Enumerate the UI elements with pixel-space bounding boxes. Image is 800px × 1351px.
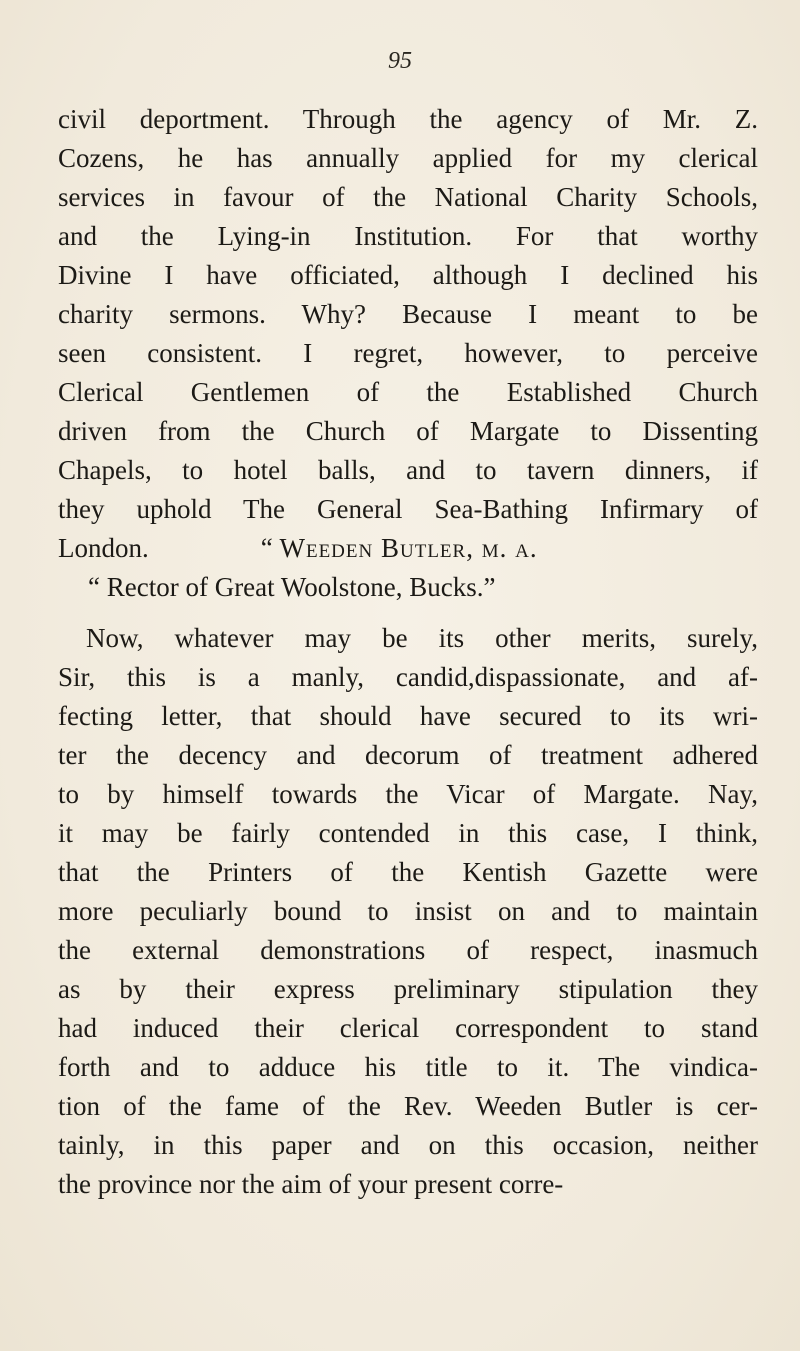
text-line: fecting letter, that should have secured to its wri- (58, 701, 758, 731)
text-line: more peculiarly bound to insist on and to maintain (58, 896, 758, 926)
text-line: civil deportment. Through the agency of Mr. Z. (58, 104, 758, 134)
text-line: ter the decency and decorum of treatment adhered (58, 740, 758, 770)
text-line: driven from the Church of Margate to Dissenting (58, 416, 758, 446)
signature-line (58, 529, 758, 568)
paragraph-2 (58, 619, 758, 1204)
text-line: Clerical Gentlemen of the Established Church (58, 377, 758, 407)
text-line: Sir, this is a manly, candid,dispassionate, and af- (58, 662, 758, 692)
text-line: the external demonstrations of respect, inasmuch (58, 935, 758, 965)
signature-name: Weeden Butler, m. a. (279, 533, 538, 563)
text-line: that the Printers of the Kentish Gazette were (58, 857, 758, 887)
text-line: as by their express preliminary stipulation they (58, 974, 758, 1004)
signature-place: London. (58, 533, 149, 563)
body-text (58, 100, 758, 1204)
text-line: Cozens, he has annually applied for my clerical (58, 143, 758, 173)
text-line: charity sermons. Why? Because I meant to be (58, 299, 758, 329)
text-line: seen consistent. I regret, however, to perceive (58, 338, 758, 368)
text-line: Chapels, to hotel balls, and to tavern dinners, if (58, 455, 758, 485)
text-line: and the Lying-in Institution. For that worthy (58, 221, 758, 251)
text-line: Now, whatever may be its other merits, surely, (86, 623, 758, 653)
signature-quote: “ (260, 533, 273, 563)
page-number: 95 (388, 48, 412, 74)
text-line: they uphold The General Sea-Bathing Infirmary of (58, 494, 758, 524)
text-line: tion of the fame of the Rev. Weeden Butler is cer- (58, 1091, 758, 1121)
text-line: it may be fairly contended in this case, I think, (58, 818, 758, 848)
text-line: had induced their clerical correspondent to stand (58, 1013, 758, 1043)
text-line: Divine I have officiated, although I declined his (58, 260, 758, 290)
text-line: the province nor the aim of your present corre- (58, 1169, 564, 1199)
text-line: to by himself towards the Vicar of Margate. Nay, (58, 779, 758, 809)
paragraph-1 (58, 100, 758, 607)
text-line: tainly, in this paper and on this occasion, neither (58, 1130, 758, 1160)
text-line: services in favour of the National Charity Schools, (58, 182, 758, 212)
signature-title: “ Rector of Great Woolstone, Bucks.” (88, 572, 496, 602)
text-line: forth and to adduce his title to it. The vindica- (58, 1052, 758, 1082)
